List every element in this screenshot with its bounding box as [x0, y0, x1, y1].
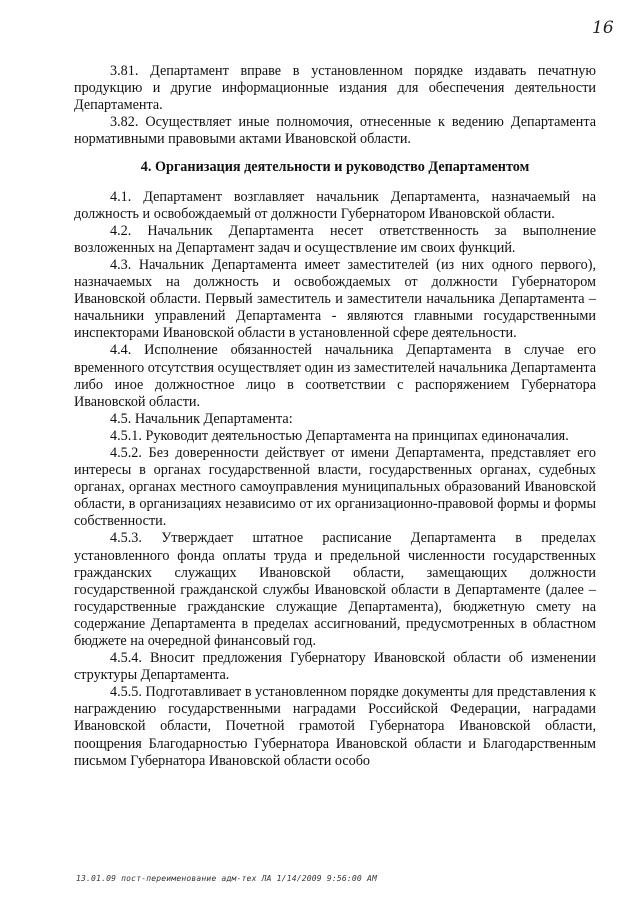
paragraph-4-5-5: 4.5.5. Подготавливает в установленном порядке документы для представления к награждению государственными наградами Российской Федерации, наградами Ивановской области, Почетной грамотой Губернатора Ивановской области, поощрения Благодарностью Губернатора Ивановской области и Благодарственным письмом Губернатора Ивановской области особо: [74, 684, 596, 769]
paragraph-4-1: 4.1. Департамент возглавляет начальник Департамента, назначаемый на должность и освобождаемый от должности Губернатором Ивановской области.: [74, 188, 596, 222]
document-footer: 13.01.09 пост-переименование адм-тех ЛА 1/14/2009 9:56:00 AM: [76, 874, 377, 883]
paragraph-4-5-4: 4.5.4. Вносит предложения Губернатору Ивановской области об изменении структуры Департамента.: [74, 650, 596, 684]
section-heading: 4. Организация деятельности и руководство Департаментом: [140, 159, 530, 176]
paragraph-4-5-2: 4.5.2. Без доверенности действует от имени Департамента, представляет его интересы в органах государственной власти, государственных органах, судебных органах, органах местного самоуправления муниципальных образований Ивановской области, в организациях независимо от их организационно-правовой формы и формы собственности.: [74, 444, 596, 530]
paragraph-3-82: 3.82. Осуществляет иные полномочия, отнесенные к ведению Департамента нормативными правовыми актами Ивановской области.: [74, 114, 596, 148]
paragraph-4-5: 4.5. Начальник Департамента:: [110, 410, 293, 427]
paragraph-4-4: 4.4. Исполнение обязанностей начальника Департамента в случае его временного отсутствия осуществляет один из заместителей начальника Департамента либо иное должностное лицо в соответствии с распоряжением Губернатора Ивановской области.: [74, 342, 596, 410]
document-body: [74, 63, 596, 770]
paragraph-4-2: 4.2. Начальник Департамента несет ответственность за выполнение возложенных на Департамент задач и осуществление им своих функций.: [74, 222, 596, 256]
paragraph-4-5-1: 4.5.1. Руководит деятельностью Департамента на принципах единоначалия.: [110, 427, 569, 444]
paragraph-3-81: 3.81. Департамент вправе в установленном порядке издавать печатную продукцию и другие информационные издания для обеспечения деятельности Департамента.: [74, 63, 596, 114]
paragraph-4-5-3: 4.5.3. Утверждает штатное расписание Департамента в пределах установленного фонда оплаты труда и предельной численности государственных гражданских служащих Ивановской области, замещающих должности государственной гражданской службы Ивановской области в Департаменте (далее – государственные гражданские служащие Департамента), бюджетную смету на содержание Департамента в пределах ассигнований, предусмотренных в областном бюджете на очередной финансовый год.: [74, 530, 596, 649]
page-number: 16: [592, 18, 614, 38]
paragraph-4-3: 4.3. Начальник Департамента имеет заместителей (из них одного первого), назначаемых на должность и освобождаемых от должности Губернатором Ивановской области. Первый заместитель и заместители начальника Департамента – начальники управлений Департамента - являются главными государственными инспекторами Ивановской области в установленной сфере деятельности.: [74, 256, 596, 342]
